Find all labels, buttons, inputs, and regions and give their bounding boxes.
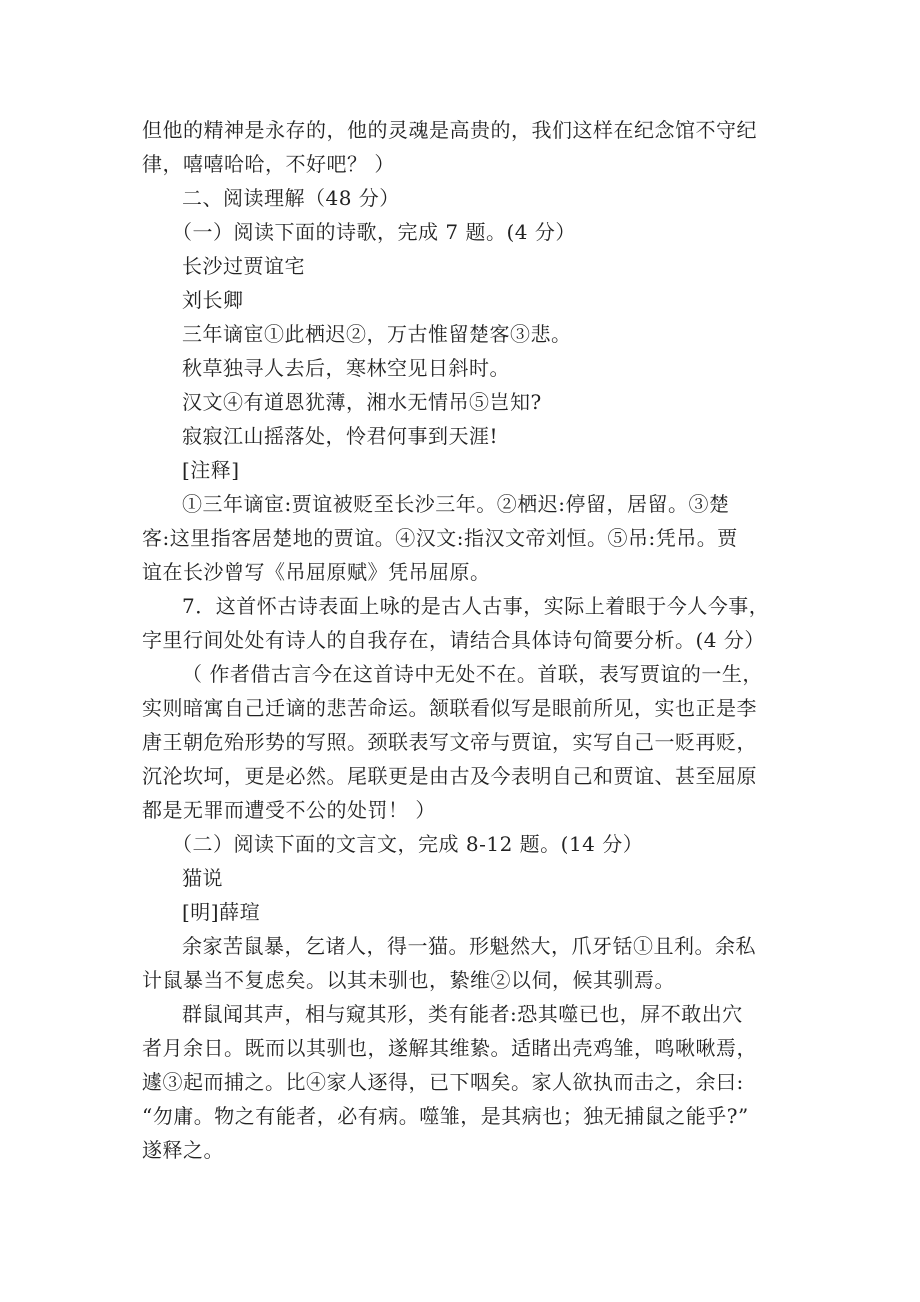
poem-line-1: 三年谪宦①此栖迟②，万古惟留楚客③悲。 xyxy=(182,322,572,346)
question-7-line-2: 字里行间处处有诗人的自我存在，请结合具体诗句简要分析。(4 分） xyxy=(142,628,765,652)
poem-title: 长沙过贾谊宅 xyxy=(182,254,305,278)
essay-para-2-line-2: 者月余日。既而以其驯也，遂解其维絷。适睹出壳鸡雏，鸣啾啾焉， xyxy=(142,1036,757,1060)
question-7-line-1: 7．这首怀古诗表面上咏的是古人古事，实际上着眼于今人今事， xyxy=(182,594,770,618)
essay-para-2-line-4: “勿庸。物之有能者，必有病。噬雏，是其病也；独无捕鼠之能乎?” xyxy=(142,1104,749,1128)
poem-line-3: 汉文④有道恩犹薄，湘水无情吊⑤岂知? xyxy=(182,390,542,414)
answer-7-line-5: 都是无罪而遭受不公的处罚！ ） xyxy=(142,798,436,822)
poem-line-2: 秋草独寻人去后，寒林空见日斜时。 xyxy=(182,356,510,380)
section-heading-reading: 二、阅读理解（48 分） xyxy=(182,186,400,210)
essay-title: 猫说 xyxy=(182,866,223,890)
subsection-heading-classical: （二）阅读下面的文言文，完成 8-12 题。(14 分） xyxy=(172,832,644,856)
text-line-2: 律，嘻嘻哈哈，不好吧？ ） xyxy=(142,152,395,176)
essay-para-2-line-3: 遽③起而捕之。比④家人逐得，已下咽矣。家人欲执而击之，余曰: xyxy=(142,1070,744,1094)
notes-line-2: 客:这里指客居楚地的贾谊。④汉文:指汉文帝刘恒。⑤吊:凭吊。贾 xyxy=(142,526,738,550)
notes-line-3: 谊在长沙曾写《吊屈原赋》凭吊屈原。 xyxy=(142,560,491,584)
essay-para-1-line-2: 计鼠暴当不复虑矣。以其未驯也，絷维②以伺，候其驯焉。 xyxy=(142,968,675,992)
notes-label: [注释] xyxy=(182,458,240,482)
essay-para-1-line-1: 余家苦鼠暴，乞诸人，得一猫。形魁然大，爪牙铦①且利。余私 xyxy=(182,934,756,958)
notes-line-1: ①三年谪宦:贾谊被贬至长沙三年。②栖迟:停留，居留。③楚 xyxy=(182,492,730,516)
answer-7-line-3: 唐王朝危殆形势的写照。颈联表写文帝与贾谊，实写自己一贬再贬， xyxy=(142,730,757,754)
text-line-1: 但他的精神是永存的，他的灵魂是高贵的，我们这样在纪念馆不守纪 xyxy=(142,118,757,142)
essay-para-2-line-1: 群鼠闻其声，相与窥其形，类有能者:恐其噬已也，屏不敢出穴 xyxy=(182,1002,743,1026)
answer-7-line-2: 实则暗寓自己迁谪的悲苦命运。颔联看似写是眼前所见，实也正是李 xyxy=(142,696,757,720)
answer-7-line-4: 沉沦坎坷，更是必然。尾联更是由古及今表明自己和贾谊、甚至屈原 xyxy=(142,764,757,788)
subsection-heading-poem: （一）阅读下面的诗歌，完成 7 题。(4 分） xyxy=(172,220,576,244)
essay-para-2-line-5: 遂释之。 xyxy=(142,1138,224,1162)
poem-line-4: 寂寂江山摇落处，怜君何事到天涯! xyxy=(182,424,499,448)
essay-author: [明]薛瑄 xyxy=(182,900,261,924)
answer-7-line-1: （ 作者借古言今在这首诗中无处不在。首联，表写贾谊的一生， xyxy=(182,662,763,686)
poem-author: 刘长卿 xyxy=(182,288,244,312)
